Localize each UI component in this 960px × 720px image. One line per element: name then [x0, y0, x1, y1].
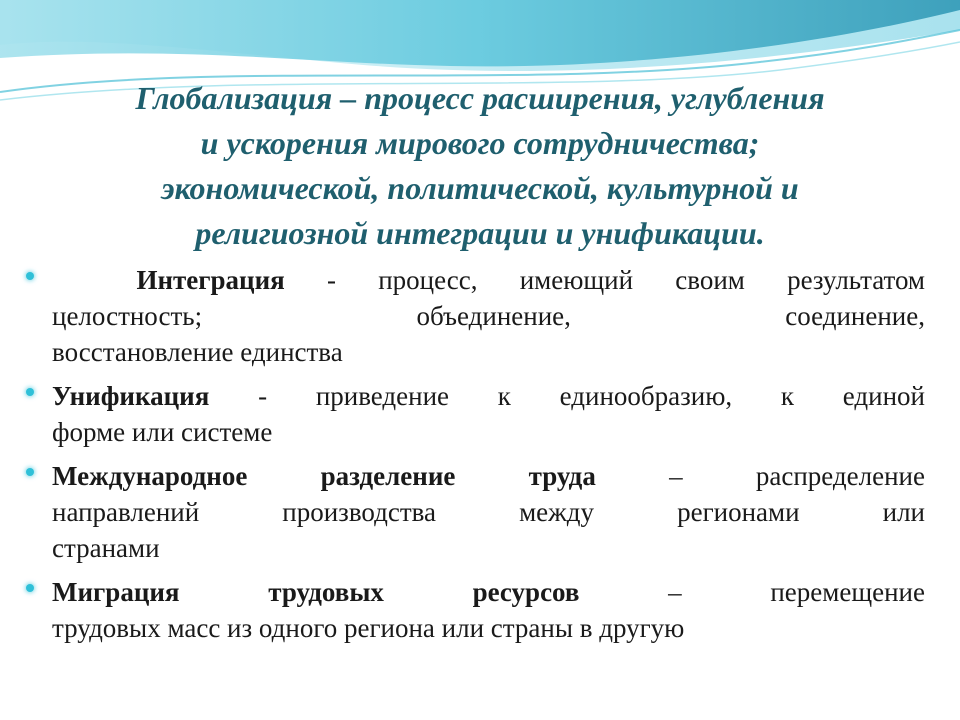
list-item-unification — [20, 378, 925, 450]
title-line: религиозной интеграции и унификации. — [195, 215, 765, 251]
item-line: странами — [52, 533, 160, 563]
bullet-icon — [26, 584, 34, 592]
term-labour-migration: Миграция трудовых ресурсов — [52, 577, 580, 607]
bullet-icon — [26, 468, 34, 476]
item-line: форме или системе — [52, 417, 273, 447]
item-line: трудовых масс из одного региона или страны в другую — [52, 613, 685, 643]
item-line: восстановление единства — [52, 337, 343, 367]
wave-front — [0, 0, 960, 66]
list-item-integration — [20, 262, 925, 370]
item-line — [52, 262, 925, 298]
definition-text: – перемещение — [579, 577, 925, 607]
title-line: Глобализация – процесс расширения, углубления — [135, 80, 825, 116]
definition-text: - процесс, имеющий своим результатом — [284, 265, 926, 295]
list-item-division-of-labour — [20, 458, 925, 566]
definition-list — [20, 262, 925, 654]
term-unification: Унификация — [52, 381, 210, 411]
item-line — [52, 378, 925, 414]
item-line: целостность; объединение, соединение, — [52, 301, 925, 331]
list-item-labour-migration — [20, 574, 925, 646]
title-line: экономической, политической, культурной и — [161, 170, 799, 206]
title-line: и ускорения мирового сотрудничества; — [200, 125, 760, 161]
term-integration: Интеграция — [136, 265, 285, 295]
bullet-icon — [26, 388, 34, 396]
definition-text: - приведение к единообразию, к единой — [209, 381, 925, 411]
item-line — [52, 458, 925, 494]
slide-title — [30, 76, 930, 256]
definition-text: – распределение — [595, 461, 925, 491]
term-division-of-labour: Международное разделение труда — [52, 461, 596, 491]
item-line: направлений производства между регионами или — [52, 497, 925, 527]
item-line — [52, 574, 925, 610]
bullet-icon — [26, 272, 34, 280]
